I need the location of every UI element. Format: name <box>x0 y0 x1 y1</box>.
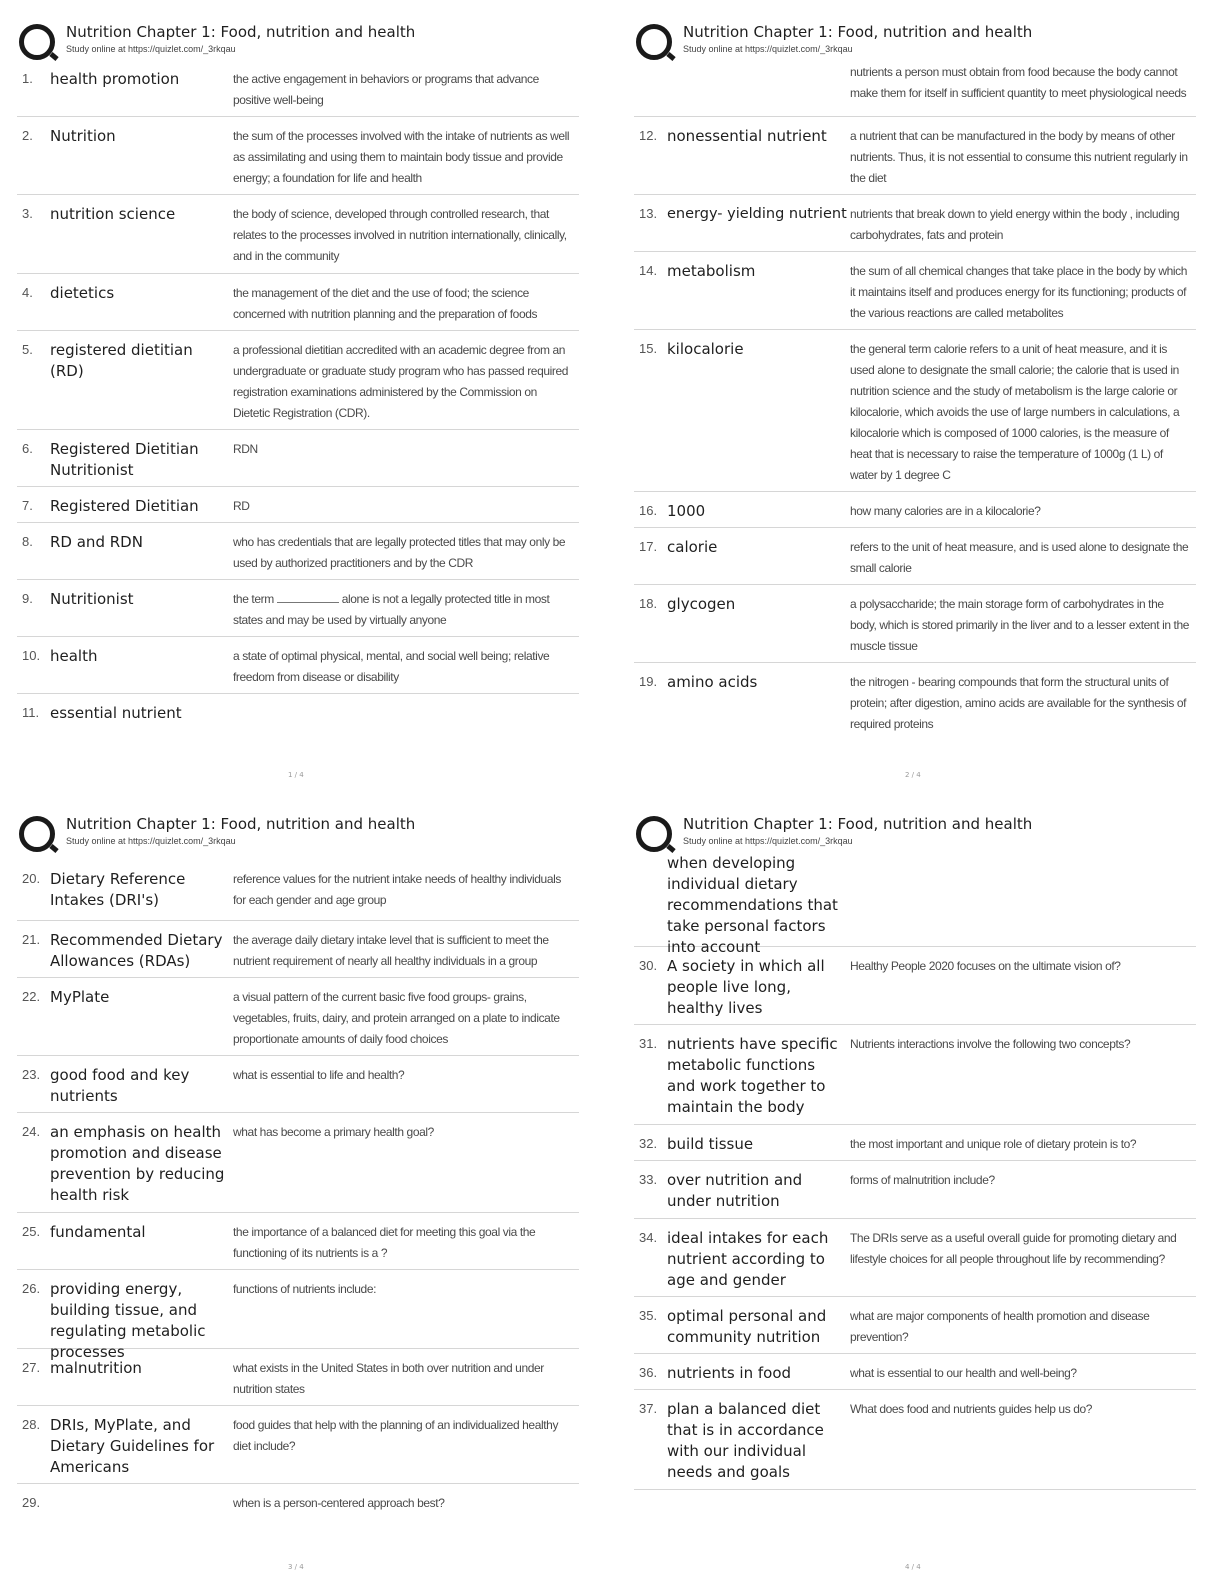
row-number: 9. <box>22 591 33 606</box>
definition: the sum of the processes involved with the intake of nutrients as well as assimilating and using them to maintain body tissue and provide energy; a foundation for life and health <box>233 129 570 185</box>
term: health <box>50 647 98 665</box>
table-row <box>17 1406 579 1484</box>
study-online-link[interactable]: Study online at https://quizlet.com/_3rkqau <box>66 44 236 54</box>
page-number: 1 / 4 <box>288 771 304 779</box>
term: build tissue <box>667 1135 754 1153</box>
row-number: 6. <box>22 441 33 456</box>
table-row-continued <box>634 852 1196 956</box>
definition: a professional dietitian accredited with an academic degree from an undergraduate or graduate study program who has passed required registration examinations administered by the Commission on Dietetic Registration (CDR). <box>233 343 569 420</box>
definition: the most important and unique role of dietary protein is to? <box>850 1137 1137 1151</box>
table-row <box>17 430 579 487</box>
flashcard-page-1 <box>17 18 579 783</box>
row-number: 20. <box>22 871 41 886</box>
term: an emphasis on health promotion and disease prevention by reducing health risk <box>50 1123 225 1204</box>
term: ideal intakes for each nutrient according to age and gender <box>667 1229 829 1289</box>
definition: refers to the unit of heat measure, and is used alone to designate the small calorie <box>850 540 1189 575</box>
term: DRIs, MyPlate, and Dietary Guidelines for Americans <box>50 1416 215 1476</box>
definition: a visual pattern of the current basic five food groups- grains, vegetables, fruits, dairy, and protein arranged on a plate to indicate proportionate amounts of daily food choices <box>233 990 560 1046</box>
table-row <box>634 947 1196 1025</box>
page-number: 2 / 4 <box>905 771 921 779</box>
definition: Healthy People 2020 focuses on the ultimate vision of? <box>850 959 1121 973</box>
term: dietetics <box>50 284 115 302</box>
table-row <box>634 663 1196 741</box>
table-row <box>17 274 579 331</box>
table-row <box>17 195 579 274</box>
definition: RD <box>233 499 250 513</box>
term: registered dietitian (RD) <box>50 341 193 380</box>
definition: nutrients that break down to yield energy within the body , including carbohydrates, fats and protein <box>850 207 1180 242</box>
table-row <box>634 1390 1196 1490</box>
term: optimal personal and community nutrition <box>667 1307 827 1346</box>
table-row <box>634 1219 1196 1297</box>
study-online-link[interactable]: Study online at https://quizlet.com/_3rkqau <box>683 836 853 846</box>
row-number: 28. <box>22 1417 41 1432</box>
term: Dietary Reference Intakes (DRI's) <box>50 870 186 909</box>
row-number: 16. <box>639 503 658 518</box>
term: nutrients in food <box>667 1364 792 1382</box>
table-row <box>17 523 579 580</box>
definition: what is essential to our health and well-being? <box>850 1366 1077 1380</box>
definition: a polysaccharide; the main storage form of carbohydrates in the body, which is stored primarily in the liver and to a lesser extent in the muscle tissue <box>850 597 1190 653</box>
row-number: 4. <box>22 285 33 300</box>
term: nonessential nutrient <box>667 127 827 145</box>
row-number: 18. <box>639 596 658 611</box>
row-number: 35. <box>639 1308 658 1323</box>
row-number: 14. <box>639 263 658 278</box>
table-row <box>17 852 579 921</box>
row-number: 32. <box>639 1136 658 1151</box>
table-row <box>17 1113 579 1213</box>
term: A society in which all people live long, healthy lives <box>667 957 825 1017</box>
definition: food guides that help with the planning of an individualized healthy diet include? <box>233 1418 559 1453</box>
term: essential nutrient <box>50 704 182 722</box>
table-row <box>634 195 1196 252</box>
row-number: 2. <box>22 128 33 143</box>
definition: reference values for the nutrient intake needs of healthy individuals for each gender and age group <box>233 872 561 907</box>
term: energy- yielding nutrient <box>667 206 847 222</box>
definition: when is a person-centered approach best? <box>233 1496 445 1510</box>
row-number: 25. <box>22 1224 41 1239</box>
definition: how many calories are in a kilocalorie? <box>850 504 1041 518</box>
definition: the nitrogen - bearing compounds that form the structural units of protein; after digestion, amino acids are available for the synthesis of required proteins <box>850 675 1187 731</box>
table-row <box>17 637 579 694</box>
row-number: 37. <box>639 1401 658 1416</box>
page-number: 3 / 4 <box>288 1563 304 1571</box>
definition: RDN <box>233 442 258 456</box>
page-number: 4 / 4 <box>905 1563 921 1571</box>
term: RD and RDN <box>50 533 143 551</box>
table-row <box>17 60 579 117</box>
table-row <box>634 585 1196 663</box>
row-number: 10. <box>22 648 41 663</box>
definition: the body of science, developed through controlled research, that relates to the processes involved in nutrition internationally, clinically, and in the community <box>233 207 567 263</box>
page-header <box>634 810 1196 852</box>
term: providing energy, building tissue, and regulating metabolic processes <box>50 1280 206 1361</box>
definition: the management of the diet and the use of food; the science concerned with nutrition planning and the preparation of foods <box>233 286 538 321</box>
term: amino acids <box>667 673 758 691</box>
row-number: 17. <box>639 539 658 554</box>
quizlet-logo-icon <box>19 816 55 852</box>
term: Registered Dietitian Nutritionist <box>50 440 199 479</box>
definition: the average daily dietary intake level that is sufficient to meet the nutrient requirement of nearly all healthy individuals in a group <box>233 933 549 968</box>
table-row <box>634 1297 1196 1354</box>
term: malnutrition <box>50 1359 142 1377</box>
definition: what has become a primary health goal? <box>233 1125 434 1139</box>
row-number: 19. <box>639 674 658 689</box>
quizlet-logo-icon <box>19 24 55 60</box>
table-row <box>634 492 1196 528</box>
row-number: 23. <box>22 1067 41 1082</box>
page-title: Nutrition Chapter 1: Food, nutrition and health <box>683 23 1033 41</box>
row-number: 12. <box>639 128 658 143</box>
row-number: 1. <box>22 71 33 86</box>
table-row <box>634 330 1196 492</box>
table-row-continued <box>634 60 1196 117</box>
page-header <box>634 18 1196 60</box>
row-number: 31. <box>639 1036 658 1051</box>
definition: the importance of a balanced diet for meeting this goal via the functioning of its nutrients is a ? <box>233 1225 536 1260</box>
row-number: 3. <box>22 206 33 221</box>
page-title: Nutrition Chapter 1: Food, nutrition and health <box>66 815 416 833</box>
row-number: 5. <box>22 342 33 357</box>
definition: functions of nutrients include: <box>233 1282 377 1296</box>
term: Registered Dietitian <box>50 497 199 515</box>
term: kilocalorie <box>667 340 744 358</box>
term: health promotion <box>50 70 180 88</box>
term: Recommended Dietary Allowances (RDAs) <box>50 931 223 970</box>
term: Nutritionist <box>50 590 134 608</box>
row-number: 33. <box>639 1172 658 1187</box>
term: plan a balanced diet that is in accordance with our individual needs and goals <box>667 1400 824 1481</box>
table-row <box>17 1349 579 1406</box>
study-online-link[interactable]: Study online at https://quizlet.com/_3rkqau <box>66 836 236 846</box>
table-row <box>634 1354 1196 1390</box>
row-number: 29. <box>22 1495 41 1510</box>
table-row <box>17 1213 579 1270</box>
table-row <box>634 1025 1196 1125</box>
definition: what exists in the United States in both over nutrition and under nutrition states <box>233 1361 544 1396</box>
definition-part: alone is not a legally protected title in most states and may be used by virtually anyone <box>233 592 550 627</box>
row-number: 30. <box>639 958 658 973</box>
page-title: Nutrition Chapter 1: Food, nutrition and health <box>683 815 1033 833</box>
term: nutrition science <box>50 205 176 223</box>
table-row <box>634 117 1196 195</box>
term: calorie <box>667 538 718 556</box>
page-header <box>17 810 579 852</box>
table-row <box>17 117 579 195</box>
definition: The DRIs serve as a useful overall guide for promoting dietary and lifestyle choices for all people throughout life by recommending? <box>850 1231 1177 1266</box>
quizlet-logo-icon <box>636 24 672 60</box>
row-number: 11. <box>22 705 40 720</box>
table-row <box>634 1161 1196 1219</box>
term: good food and key nutrients <box>50 1066 190 1105</box>
row-number: 8. <box>22 534 33 549</box>
term: nutrients have specific metabolic functions and work together to maintain the body <box>667 1035 838 1116</box>
definition: the general term calorie refers to a unit of heat measure, and it is used alone to designate the small calorie; the calorie that is used in nutrition science and the study of metabolism is the large calorie or kilocalorie, which avoids the use of large numbers in calculations, a kilocalorie which is composed of 1000 calories, is the measure of heat that is necessary to raise the temperature of 1000g (1 L) of water by 1 degree C <box>850 342 1180 482</box>
definition: what are major components of health promotion and disease prevention? <box>850 1309 1150 1344</box>
term: 1000 <box>667 502 706 520</box>
row-number: 34. <box>639 1230 658 1245</box>
study-online-link[interactable]: Study online at https://quizlet.com/_3rkqau <box>683 44 853 54</box>
term: MyPlate <box>50 988 110 1006</box>
definition: the active engagement in behaviors or programs that advance positive well-being <box>233 72 539 107</box>
flashcard-page-3 <box>17 810 579 1575</box>
term: when developing individual dietary recommendations that take personal factors into account <box>667 854 838 956</box>
page-title: Nutrition Chapter 1: Food, nutrition and health <box>66 23 416 41</box>
row-number: 22. <box>22 989 41 1004</box>
row-number: 21. <box>22 932 41 947</box>
flashcard-page-4 <box>634 810 1196 1575</box>
row-number: 13. <box>639 206 658 221</box>
row-number: 26. <box>22 1281 41 1296</box>
term: Nutrition <box>50 127 116 145</box>
table-row <box>17 580 579 637</box>
definition: the sum of all chemical changes that take place in the body by which it maintains itself and produces energy for its functioning; products of the various reactions are called metabolites <box>850 264 1188 320</box>
quizlet-logo-icon <box>636 816 672 852</box>
definition: What does food and nutrients guides help us do? <box>850 1402 1093 1416</box>
term: over nutrition and under nutrition <box>667 1171 803 1210</box>
table-row <box>17 1056 579 1113</box>
fill-in-blank <box>277 592 339 603</box>
table-row <box>17 487 579 523</box>
definition <box>233 589 575 631</box>
definition: what is essential to life and health? <box>233 1068 405 1082</box>
row-number: 15. <box>639 341 658 356</box>
table-row <box>17 921 579 978</box>
row-number: 24. <box>22 1124 41 1139</box>
definition: who has credentials that are legally protected titles that may only be used by authorized practitioners and by the CDR <box>233 535 566 570</box>
definition: nutrients a person must obtain from food because the body cannot make them for itself in sufficient quantity to meet physiological needs <box>850 65 1187 100</box>
table-row <box>17 1484 579 1524</box>
definition: a state of optimal physical, mental, and social well being; relative freedom from disease or disability <box>233 649 550 684</box>
flashcard-page-2 <box>634 18 1196 783</box>
definition-part: the term <box>233 592 274 606</box>
definition: a nutrient that can be manufactured in the body by means of other nutrients. Thus, it is not essential to consume this nutrient regularly in the diet <box>850 129 1188 185</box>
row-number: 27. <box>22 1360 41 1375</box>
table-row <box>17 1270 579 1361</box>
table-row <box>634 528 1196 585</box>
definition: forms of malnutrition include? <box>850 1173 995 1187</box>
term: fundamental <box>50 1223 146 1241</box>
table-row <box>634 252 1196 330</box>
definition: Nutrients interactions involve the following two concepts? <box>850 1037 1131 1051</box>
page-header <box>17 18 579 60</box>
term: metabolism <box>667 262 756 280</box>
table-row <box>634 1125 1196 1161</box>
table-row <box>17 978 579 1056</box>
table-row <box>17 331 579 430</box>
row-number: 36. <box>639 1365 658 1380</box>
row-number: 7. <box>22 498 33 513</box>
table-row <box>17 694 579 734</box>
term: glycogen <box>667 595 736 613</box>
